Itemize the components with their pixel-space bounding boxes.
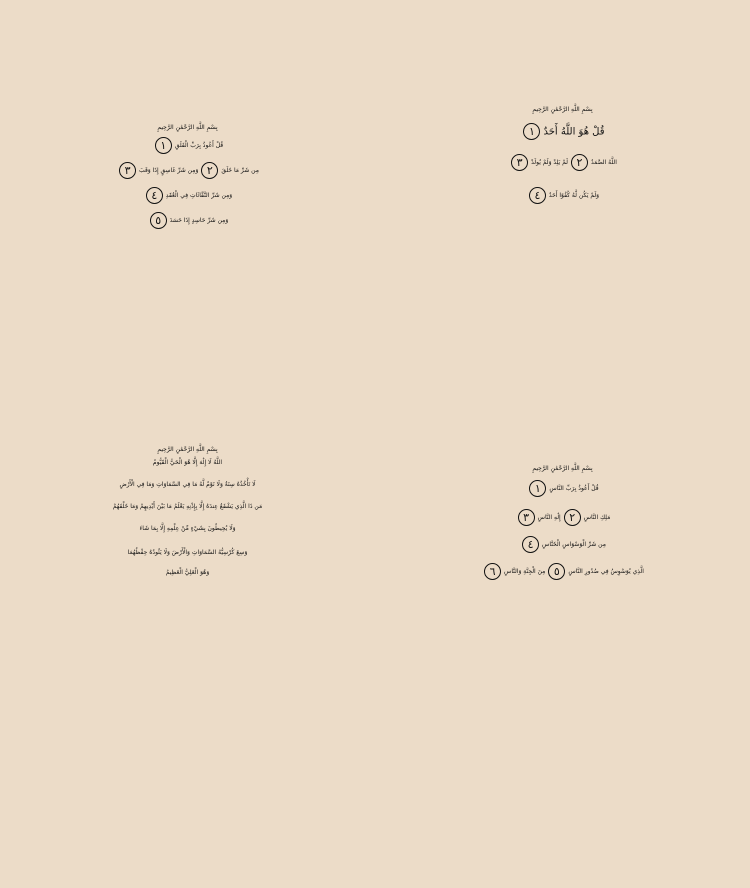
ikhlas-title-text: قُلْ هُوَ اللَّهُ أَحَدٌ xyxy=(543,126,605,138)
ayah-marker: ١ xyxy=(529,480,546,497)
ikhlas-line-3-text: وَلَمْ يَكُن لَّهُ كُفُوًا أَحَدٌ xyxy=(548,192,600,199)
basmala: بِسْمِ اللَّهِ الرَّحْمَٰنِ الرَّحِيمِ xyxy=(157,124,218,131)
ayah-marker: ٤ xyxy=(146,187,163,204)
nas-title-text: قُلْ أَعُوذُ بِرَبِّ النَّاسِ xyxy=(549,485,599,492)
ayah-marker: ٤ xyxy=(522,536,539,553)
ikhlas-title xyxy=(375,123,750,140)
kursi-line-2: لَا تَأْخُذُهُ سِنَةٌ وَلَا نَوْمٌ لَّهُ مَا فِي السَّمَاوَاتِ وَمَا فِي الْأَرْضِ xyxy=(119,481,256,489)
kursi-line-6: وَهُوَ الْعَلِيُّ الْعَظِيمُ xyxy=(165,569,210,577)
falaq-line-4 xyxy=(0,212,375,229)
kursi-line-3: مَن ذَا الَّذِي يَشْفَعُ عِندَهُ إِلَّا بِإِذْنِهِ يَعْلَمُ مَا بَيْنَ أَيْدِيهِمْ وَمَا خَلْفَهُمْ xyxy=(112,503,263,511)
ayah-marker: ٥ xyxy=(548,563,565,580)
kursi-line-4: وَلَا يُحِيطُونَ بِشَيْءٍ مِّنْ عِلْمِهِ إِلَّا بِمَا شَاءَ xyxy=(139,525,236,533)
falaq-line-2b: وَمِن شَرِّ غَاسِقٍ إِذَا وَقَبَ xyxy=(139,167,199,174)
ayah-marker: ٢ xyxy=(571,154,588,171)
ayah-marker: ٣ xyxy=(511,154,528,171)
kursi-line-5: وَسِعَ كُرْسِيُّهُ السَّمَاوَاتِ وَالْأَرْضَ وَلَا يَئُودُهُ حِفْظُهُمَا xyxy=(127,549,248,557)
ayah-marker: ١ xyxy=(155,137,172,154)
nas-line-4a: الَّذِي يُوَسْوِسُ فِي صُدُورِ النَّاسِ xyxy=(568,568,644,575)
falaq-line-2 xyxy=(0,162,375,179)
nas-line-2b: إِلَٰهِ النَّاسِ xyxy=(537,514,561,521)
nas-line-3-text: مِن شَرِّ الْوَسْوَاسِ الْخَنَّاسِ xyxy=(542,541,606,548)
falaq-line-3-text: وَمِن شَرِّ النَّفَّاثَاتِ فِي الْعُقَدِ xyxy=(165,192,233,199)
ayah-marker: ٢ xyxy=(564,509,581,526)
ikhlas-line-2b: لَمْ يَلِدْ وَلَمْ يُولَدْ xyxy=(531,159,568,166)
ikhlas-line-2a: اللَّهُ الصَّمَدُ xyxy=(590,159,617,166)
ayah-marker: ٣ xyxy=(518,509,535,526)
ayah-marker: ١ xyxy=(523,123,540,140)
kursi-line-1: اللَّهُ لَا إِلَٰهَ إِلَّا هُوَ الْحَيُّ الْقَيُّومُ xyxy=(152,459,223,466)
ayat-al-kursi xyxy=(0,440,375,790)
nas-line-2 xyxy=(375,509,750,526)
ayah-marker: ٤ xyxy=(529,187,546,204)
ayah-marker: ٦ xyxy=(484,563,501,580)
basmala: بِسْمِ اللَّهِ الرَّحْمَٰنِ الرَّحِيمِ xyxy=(157,446,218,453)
basmala: بِسْمِ اللَّهِ الرَّحْمَٰنِ الرَّحِيمِ xyxy=(532,106,593,113)
nas-line-4b: مِنَ الْجِنَّةِ وَالنَّاسِ xyxy=(504,568,546,575)
nas-line-2a: مَلِكِ النَّاسِ xyxy=(583,514,611,521)
nas-title xyxy=(375,480,750,497)
ayah-marker: ٥ xyxy=(150,212,167,229)
falaq-line-2a: مِن شَرِّ مَا خَلَقَ xyxy=(221,167,259,174)
falaq-line-4-text: وَمِن شَرِّ حَاسِدٍ إِذَا حَسَدَ xyxy=(169,217,229,224)
ikhlas-line-3 xyxy=(375,187,750,204)
ayah-marker: ٣ xyxy=(119,162,136,179)
surah-nas xyxy=(375,455,750,785)
nas-line-4 xyxy=(375,563,750,580)
surah-ikhlas xyxy=(375,80,750,410)
ayah-marker: ٢ xyxy=(201,162,218,179)
surah-falaq xyxy=(0,110,375,410)
basmala: بِسْمِ اللَّهِ الرَّحْمَٰنِ الرَّحِيمِ xyxy=(532,465,593,472)
nas-line-3 xyxy=(375,536,750,553)
falaq-title xyxy=(0,137,375,154)
ikhlas-line-2 xyxy=(375,154,750,171)
falaq-title-text: قُلْ أَعُوذُ بِرَبِّ الْفَلَقِ xyxy=(174,142,224,149)
falaq-line-3 xyxy=(0,187,375,204)
